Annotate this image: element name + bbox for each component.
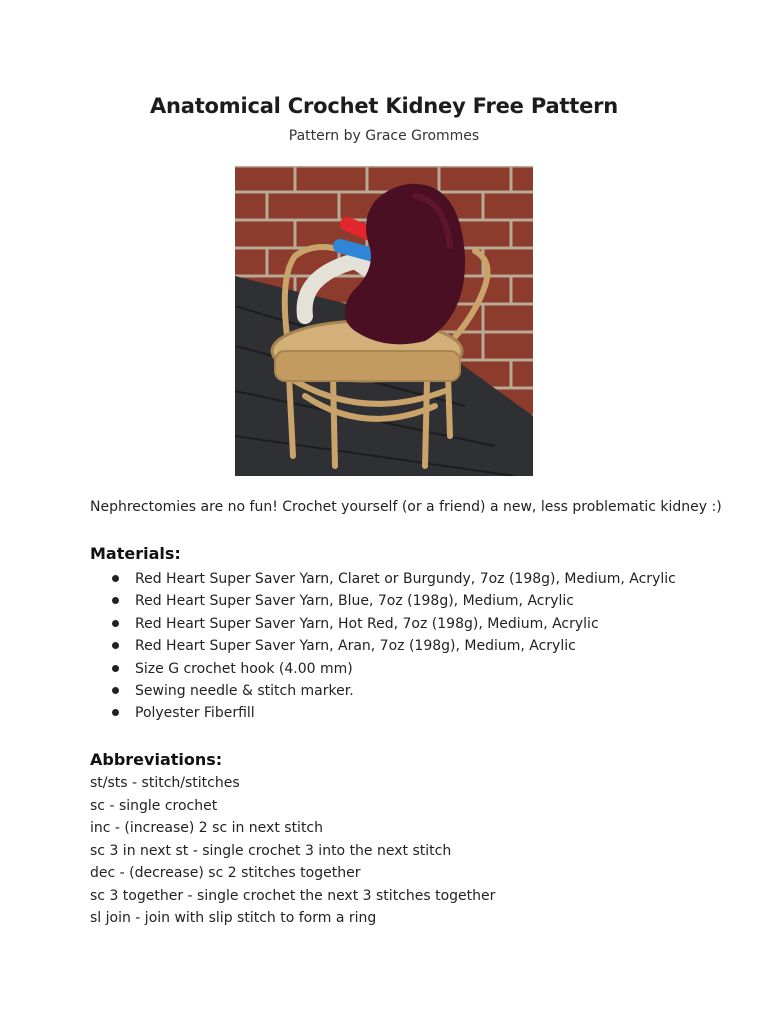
materials-list — [112, 569, 732, 726]
page-title: Anatomical Crochet Kidney Free Pattern — [149, 94, 619, 118]
material-item — [112, 703, 732, 725]
material-item — [112, 614, 732, 636]
bullet-icon — [112, 575, 119, 582]
abbreviation-item: dec - (decrease) sc 2 stitches together — [90, 865, 361, 881]
material-text: Polyester Fiberfill — [135, 705, 255, 722]
material-text: Sewing needle & stitch marker. — [135, 682, 354, 699]
material-text: Red Heart Super Saver Yarn, Blue, 7oz (198g), Medium, Acrylic — [135, 593, 574, 610]
abbreviation-item: sl join - join with slip stitch to form a ring — [90, 910, 377, 926]
material-text: Size G crochet hook (4.00 mm) — [135, 660, 353, 677]
abbreviation-item: st/sts - stitch/stitches — [90, 775, 240, 791]
abbreviation-item: sc 3 together - single crochet the next 3 stitches together — [90, 887, 496, 904]
material-text: Red Heart Super Saver Yarn, Aran, 7oz (198g), Medium, Acrylic — [135, 638, 576, 655]
bullet-icon — [112, 709, 119, 716]
material-item — [112, 681, 732, 703]
kidney-photo-illustration — [235, 166, 533, 476]
material-item — [112, 659, 732, 681]
abbreviation-item: sc - single crochet — [90, 797, 218, 814]
material-text: Red Heart Super Saver Yarn, Hot Red, 7oz (198g), Medium, Acrylic — [135, 615, 599, 632]
materials-heading: Materials: — [90, 544, 181, 563]
bullet-icon — [112, 642, 119, 649]
abbreviation-item: sc 3 in next st - single crochet 3 into the next stitch — [90, 842, 452, 859]
chair-apron — [275, 351, 460, 381]
kidney-photo — [235, 166, 533, 476]
abbreviation-item: inc - (increase) 2 sc in next stitch — [90, 820, 324, 836]
intro-paragraph: Nephrectomies are no fun! Crochet yourself (or a friend) a new, less problematic kidney :) — [90, 499, 722, 515]
material-text: Red Heart Super Saver Yarn, Claret or Burgundy, 7oz (198g), Medium, Acrylic — [135, 571, 676, 587]
author-credit: Pattern by Grace Grommes — [288, 128, 480, 144]
bullet-icon — [112, 620, 119, 627]
bullet-icon — [112, 597, 119, 604]
abbreviations-list — [90, 773, 730, 931]
material-item — [112, 636, 732, 658]
material-item — [112, 591, 732, 613]
material-item — [112, 569, 732, 591]
bullet-icon — [112, 665, 119, 672]
bullet-icon — [112, 687, 119, 694]
abbreviations-heading: Abbreviations: — [90, 750, 223, 769]
